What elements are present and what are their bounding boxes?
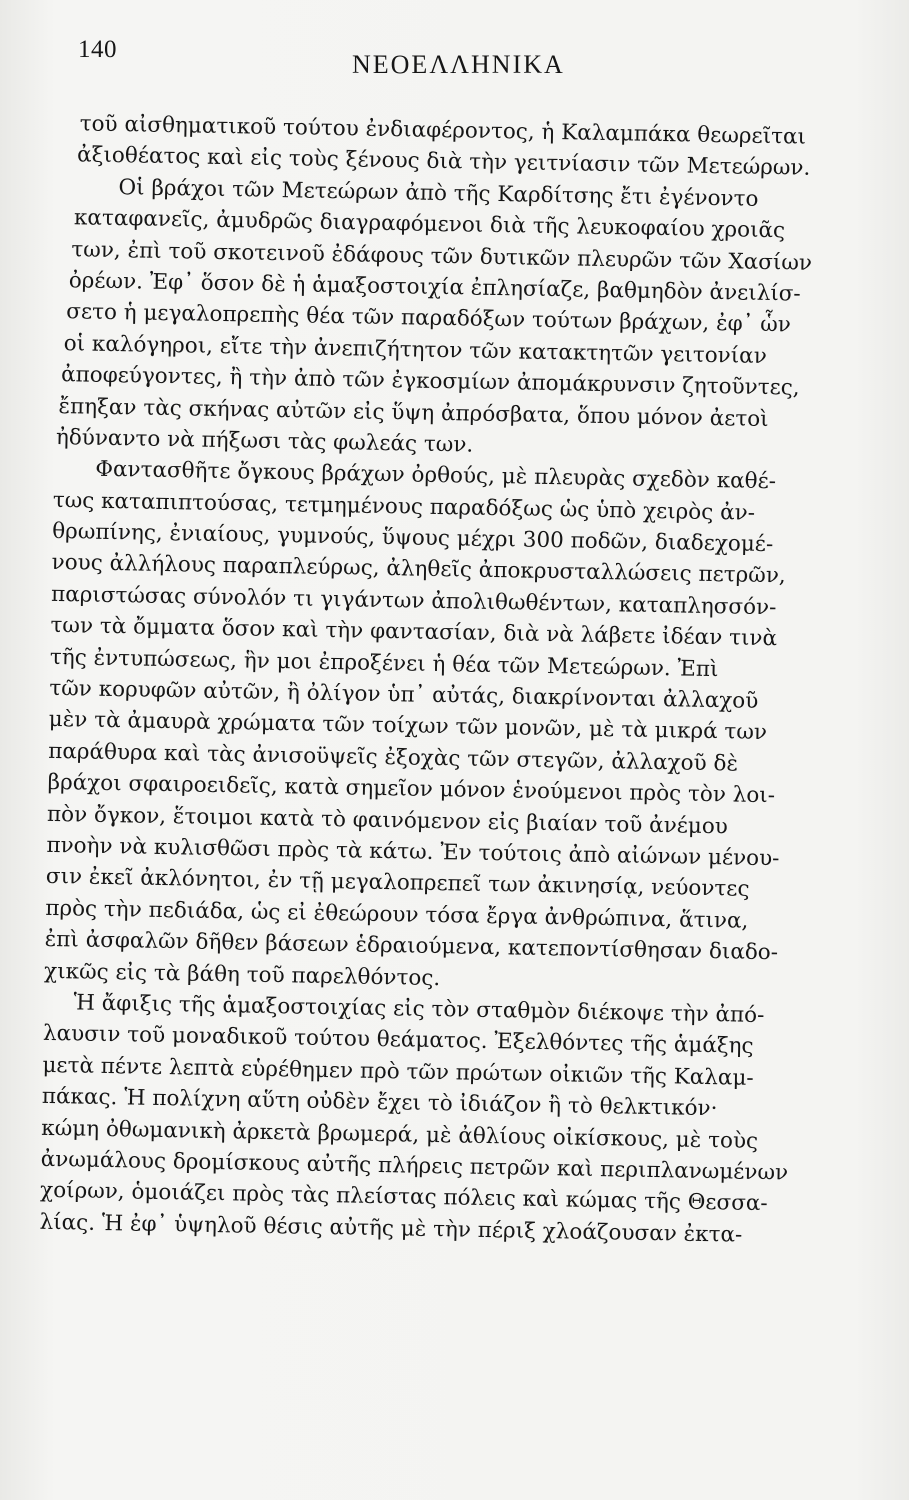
text-line: οἱ καλόγηροι, εἴτε τὴν ἀνεπιζήτητον τῶν κατακτητῶν γειτονίαν: [63, 330, 768, 369]
text-line: πρὸς τὴν πεδιάδα, ὡς εἰ ἐθεώρουν τόσα ἔργα ἀνθρώπινα, ἅτινα,: [45, 895, 749, 934]
text-line: ἀξιοθέατος καὶ εἰς τοὺς ξένους διὰ τὴν γειτνίασιν τῶν Μετεώρων.: [76, 142, 811, 182]
text-line: τοῦ αἰσθηματικοῦ τούτου ἐνδιαφέροντος, ἡ Καλαμπάκα θεωρεῖται: [79, 111, 807, 150]
text-line: βράχοι σφαιροειδεῖς, κατὰ σημεῖον μόνον ἑνούμενοι πρὸς τὸν λοι-: [47, 770, 776, 809]
text-line: χικῶς εἰς τὰ βάθη τοῦ παρελθόντος.: [43, 958, 441, 991]
running-head: ΝΕΟΕΛΛΗΝΙΚΑ: [352, 50, 565, 79]
text-line: παράθυρα καὶ τὰς ἀνισοϋψεῖς ἐξοχὰς τῶν στεγῶν, ἀλλαχοῦ δὲ: [47, 738, 739, 777]
text-line: σιν ἐκεῖ ἀκλόνητοι, ἐν τῇ μεγαλοπρεπεῖ των ἀκινησίᾳ, νεύοντες: [45, 864, 750, 903]
text-line: ἠδύναντο νὰ πήξωσι τὰς φωλεάς των.: [55, 424, 474, 458]
text-line: κώμη ὀθωμανικὴ ἀρκετὰ βρωμερά, μὲ ἀθλίους οἰκίσκους, μὲ τοὺς: [41, 1115, 759, 1154]
text-line: τῶν κορυφῶν αὐτῶν, ἢ ὀλίγον ὑπ᾿ αὐτάς, διακρίνονται ἀλλαχοῦ: [49, 675, 759, 714]
text-line: τως καταπιπτούσας, τετμημένους παραδόξως ὡς ὑπὸ χειρὸς ἀν-: [52, 487, 756, 526]
text-line: των, ἐπὶ τοῦ σκοτεινοῦ ἐδάφους τῶν δυτικῶν πλευρῶν τῶν Χασίων: [71, 236, 813, 276]
text-line: μὲν τὰ ἀμαυρὰ χρώματα τῶν τοίχων τῶν μονῶν, μὲ τὰ μικρά των: [48, 707, 768, 746]
text-line: καταφανεῖς, ἀμυδρῶς διαγραφόμενοι διὰ τῆς λευκοφαίου χροιᾶς: [73, 205, 786, 244]
text-line: τῆς ἐντυπώσεως, ἣν μοι ἐπροξένει ἡ θέα τῶν Μετεώρων. Ἐπὶ: [49, 644, 719, 682]
text-line: ἀποφεύγοντες, ἢ τὴν ἀπὸ τῶν ἐγκοσμίων ἀπομάκρυνσιν ζητοῦντες,: [60, 362, 800, 401]
text-line: λίας. Ἡ ἐφ᾿ ὑψηλοῦ θέσις αὐτῆς μὲ τὴν πέριξ χλοάζουσαν ἐκτα-: [39, 1209, 743, 1248]
text-line: Φαντασθῆτε ὄγκους βράχων ὀρθούς, μὲ πλευρὰς σχεδὸν καθέ-: [95, 457, 777, 495]
text-line: νους ἀλλήλους παραπλεύρως, ἀληθεῖς ἀποκρυσταλλώσεις πετρῶν,: [51, 550, 786, 589]
text-line: σετο ἡ μεγαλοπρεπὴς θέα τῶν παραδόξων τούτων βράχων, ἐφ᾿ ὧν: [66, 299, 792, 338]
text-line: πνοὴν νὰ κυλισθῶσι πρὸς τὰ κάτω. Ἐν τούτοις ἀπὸ αἰώνων μένου-: [46, 832, 780, 872]
text-line: λαυσιν τοῦ μοναδικοῦ τούτου θεάματος. Ἐξελθόντες τῆς ἁμάξης: [42, 1021, 754, 1060]
text-line: των τὰ ὄμματα ὅσον καὶ τὴν φαντασίαν, διὰ νὰ λάβετε ἰδέαν τινὰ: [50, 613, 778, 652]
text-line: χοίρων, ὁμοιάζει πρὸς τὰς πλείστας πόλεις καὶ κώμας τῆς Θεσσα-: [39, 1178, 768, 1217]
text-line: πάκας. Ἡ πολίχνη αὕτη οὐδὲν ἔχει τὸ ἰδιάζον ἢ τὸ θελκτικόν·: [41, 1083, 718, 1122]
text-line: ὀρέων. Ἐφ᾿ ὅσον δὲ ἡ ἁμαξοστοιχία ἐπλησίαζε, βαθμηδὸν ἀνειλίσ-: [68, 268, 801, 307]
text-line: ἀνωμάλους δρομίσκους αὐτῆς πλήρεις πετρῶν καὶ περιπλανωμένων: [40, 1146, 789, 1186]
text-line: ἐπὶ ἀσφαλῶν δῆθεν βάσεων ἑδραιούμενα, κατεποντίσθησαν διαδο-: [44, 927, 779, 966]
text-line: θρωπίνης, ἐνιαίους, γυμνούς, ὕψους μέχρι 300 ποδῶν, διαδεχομέ-: [52, 519, 774, 558]
text-line: ἔπηξαν τὰς σκήνας αὐτῶν εἰς ὕψη ἀπρόσβατα, ὅπου μόνον ἀετοὶ: [58, 393, 769, 432]
text-line: μετὰ πέντε λεπτὰ εὑρέθημεν πρὸ τῶν πρώτων οἰκιῶν τῆς Καλαμ-: [42, 1052, 754, 1091]
body-text: [39, 108, 850, 1252]
page-number: 140: [78, 36, 117, 63]
text-line: παριστώσας σύνολόν τι γιγάντων ἀπολιθωθέντων, καταπλησσόν-: [50, 581, 777, 621]
text-line: Οἱ βράχοι τῶν Μετεώρων ἀπὸ τῆς Καρδίτσης ἔτι ἐγένοντο: [118, 174, 759, 212]
text-line: Ἡ ἄφιξις τῆς ἁμαξοστοιχίας εἰς τὸν σταθμὸν διέκοψε τὴν ἀπό-: [73, 990, 765, 1028]
text-line: πὸν ὄγκον, ἕτοιμοι κατὰ τὸ φαινόμενον εἰς βιαίαν τοῦ ἀνέμου: [46, 801, 729, 839]
